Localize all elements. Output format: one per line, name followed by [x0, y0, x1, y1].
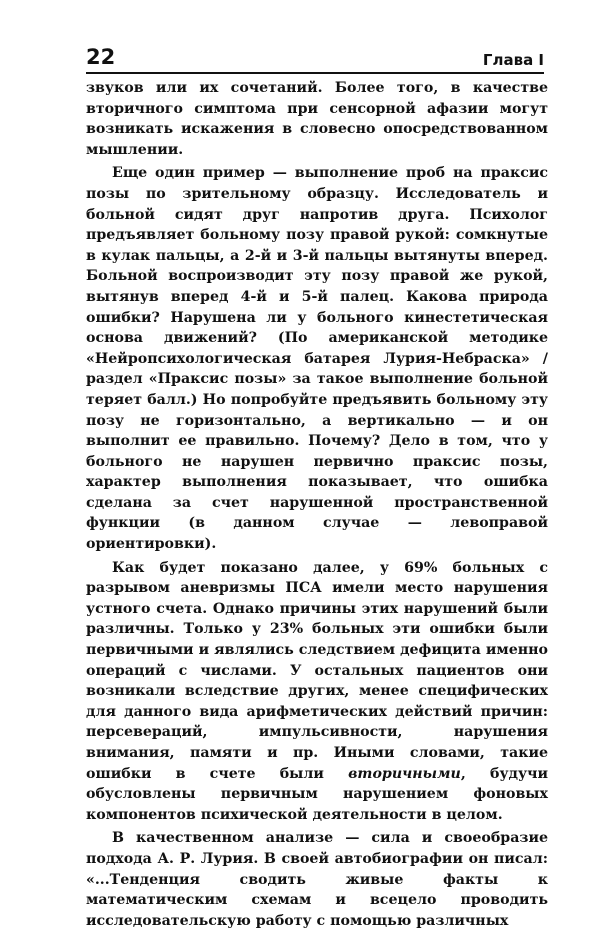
- page-number: 22: [86, 45, 116, 69]
- body-text: [86, 78, 548, 934]
- paragraph-3-emphasis: вторичными: [348, 765, 461, 782]
- paragraph-4: В качественном анализе — сила и своеобразие подхода А. Р. Лурия. В своей автобиографии он писал: «...Тенденция сводить живые факты к математическим схемам и всецело проводить исследовательскую работу с помощью различных: [86, 830, 548, 929]
- paragraph-2: Еще один пример — выполнение проб на праксис позы по зрительному образцу. Исследователь и больной сидят друг напротив друга. Психолог предъявляет больному позу правой рукой: сомкнутые в кулак пальцы, а 2-й и 3-й пальцы вытянуты вперед. Больной воспроизводит эту позу правой же рукой, вытянув вперед 4-й и 5-й палец. Какова природа ошибки? Нарушена ли у больного кинестетическая основа движений? (По американской методике «Нейропсихологическая батарея Лурия-Небраска» / раздел «Праксис позы» за такое выполнение больной теряет балл.) Но попробуйте предъявить больному эту позу не горизонтально, а вертикально — и он выполнит ее правильно. Почему? Дело в том, что у больного не нарушен первично праксис позы, характер выполнения показывает, что ошибка сделана за счет нарушенной пространственной функции (в данном случае — левоправой ориентировки).: [86, 165, 548, 553]
- page-header: [86, 34, 544, 68]
- paragraph-3: [86, 558, 548, 826]
- paragraph-3-text-after: , будучи обусловлены первичным нарушением фоновых компонентов психической деятельности в целом.: [86, 765, 548, 823]
- paragraph-1: звуков или их сочетаний. Более того, в качестве вторичного симптома при сенсорной афазии могут возникать искажения в словесно опосредствованном мышлении.: [86, 80, 548, 158]
- paragraph-3-text-before: Как будет показано далее, у 69% больных с разрывом аневризмы ПСА имели место нарушения устного счета. Однако причины этих нарушений были различны. Только у 23% больных эти ошибки были первичными и являлись следствием дефицита именно операций с числами. У остальных пациентов они возникали вследствие других, менее специфических для данного вида арифметических действий причин: персевераций, импульсивности, нарушения внимания, памяти и пр. Иными словами, такие ошибки в счете были: [86, 559, 548, 782]
- chapter-running-head: Глава I: [482, 51, 544, 69]
- header-rule: [86, 72, 544, 74]
